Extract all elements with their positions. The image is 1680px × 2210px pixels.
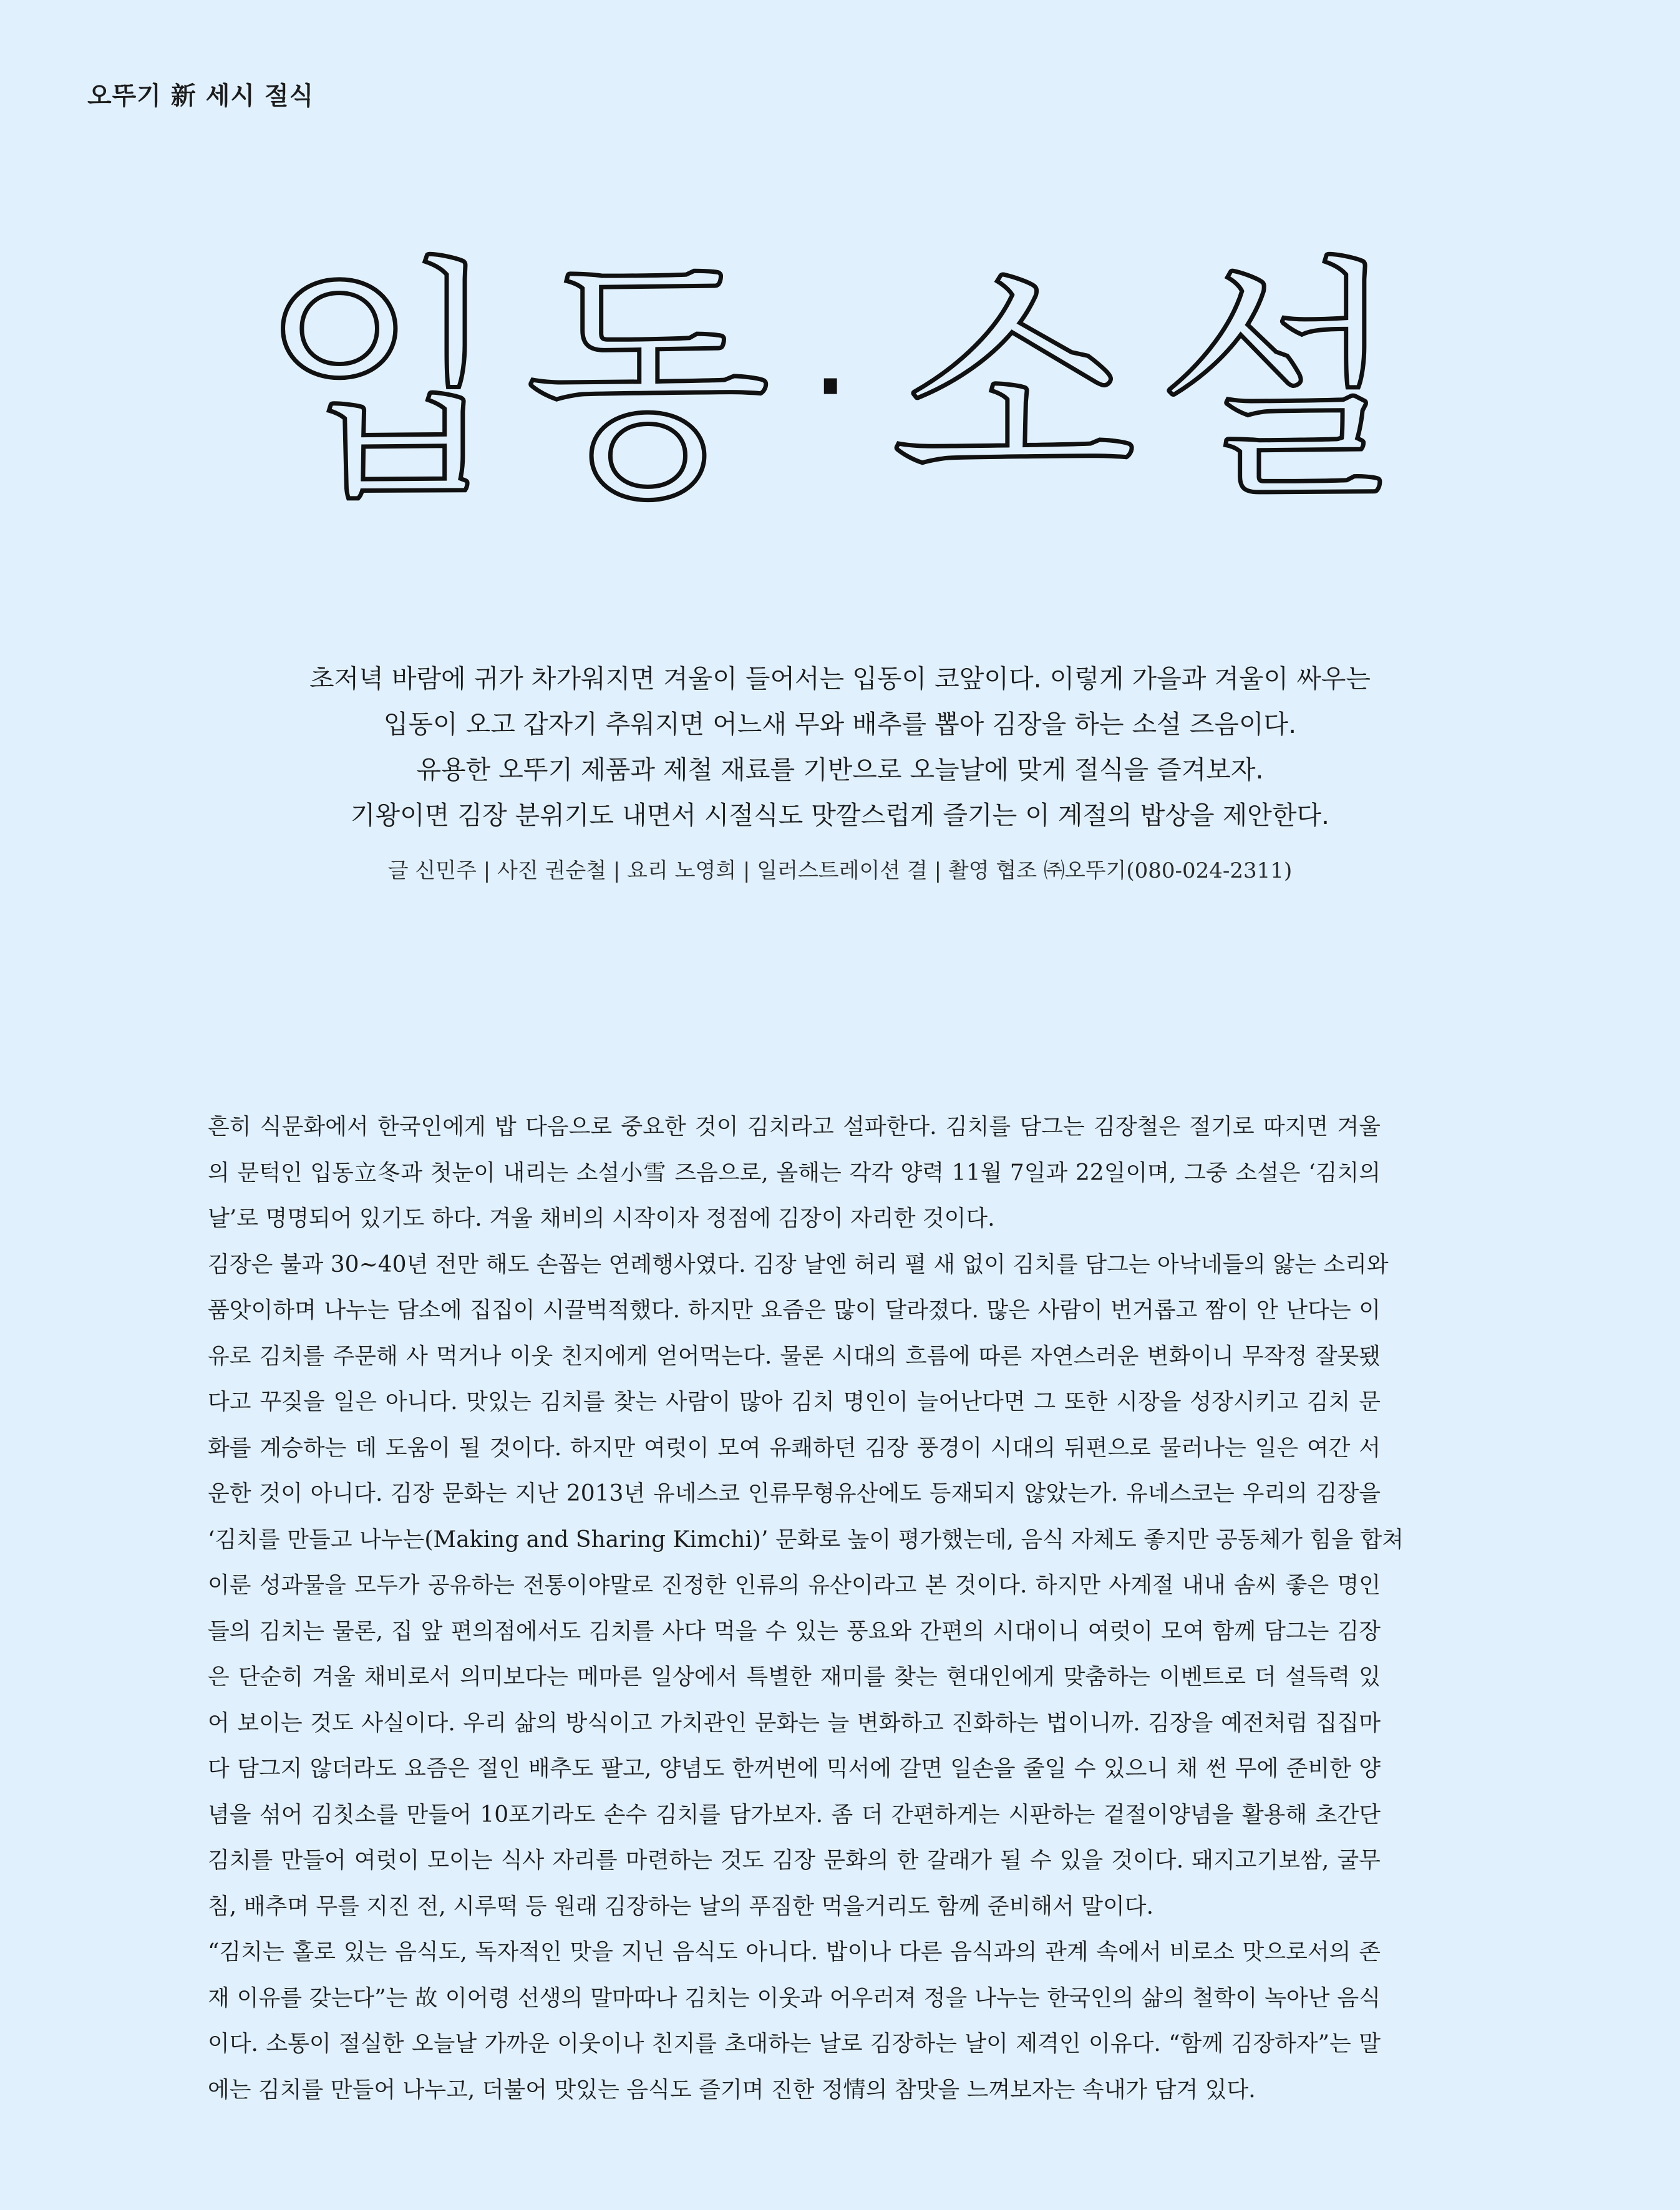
headline-ipdong: 입동: [258, 235, 790, 533]
credits: 글 신민주 | 사진 권순철 | 요리 노영희 | 일러스트레이션 결 | 촬영 협조 ㈜오뚜기(080-024-2311): [387, 858, 1293, 883]
body-line: 들의 김치는 물론, 집 앞 편의점에서도 김치를 사다 먹을 수 있는 풍요와 간편의 시대이니 여럿이 모여 함께 담그는 김장: [208, 1618, 1381, 1644]
body-line: 이룬 성과물을 모두가 공유하는 전통이야말로 진정한 인류의 유산이라고 본 것이다. 하지만 사계절 내내 솜씨 좋은 명인: [208, 1573, 1381, 1598]
article-body: [208, 1104, 1404, 2113]
lead-line: 기왕이면 김장 분위기도 내면서 시절식도 맛깔스럽게 즐기는 이 계절의 밥상을 제안한다.: [350, 800, 1330, 830]
body-line: 다고 꾸짖을 일은 아니다. 맛있는 김치를 찾는 사람이 많아 김치 명인이 늘어난다면 그 또한 시장을 성장시키고 김치 문: [208, 1389, 1381, 1415]
body-line: 유로 김치를 주문해 사 먹거나 이웃 친지에게 얻어먹는다. 물론 시대의 흐름에 따른 자연스러운 변화이니 무작정 잘못됐: [208, 1343, 1381, 1369]
body-line: 이다. 소통이 절실한 오늘날 가까운 이웃이나 친지를 초대하는 날로 김장하는 날이 제격인 이유다. “함께 김장하자”는 말: [208, 2031, 1381, 2057]
body-line: 운한 것이 아니다. 김장 문화는 지난 2013년 유네스코 인류무형유산에도 등재되지 않았는가. 유네스코는 우리의 김장을: [208, 1481, 1381, 1506]
body-line: 침, 배추며 무를 지진 전, 시루떡 등 원래 김장하는 날의 푸짐한 먹을거리도 함께 준비해서 말이다.: [208, 1893, 1154, 1919]
body-line: 품앗이하며 나누는 담소에 집집이 시끌벅적했다. 하지만 요즘은 많이 달라졌다. 많은 사람이 번거롭고 짬이 안 난다는 이: [208, 1297, 1381, 1323]
lead-line: 초저녁 바람에 귀가 차가워지면 겨울이 들어서는 입동이 코앞이다. 이렇게 가을과 겨울이 싸우는: [309, 664, 1371, 694]
body-line: 재 이유를 갖는다”는 故 이어령 선생의 말마따나 김치는 이웃과 어우러져 정을 나누는 한국인의 삶의 철학이 녹아난 음식: [208, 1985, 1381, 2011]
body-line: 에는 김치를 만들어 나누고, 더불어 맛있는 음식도 즐기며 진한 정情의 참맛을 느껴보자는 속내가 담겨 있다.: [208, 2077, 1256, 2103]
body-line: 흔히 식문화에서 한국인에게 밥 다음으로 중요한 것이 김치라고 설파한다. 김치를 담그는 김장철은 절기로 따지면 겨울: [208, 1114, 1381, 1140]
body-line: 의 문턱인 입동立冬과 첫눈이 내리는 소설小雪 즈음으로, 올해는 각각 양력 11월 7일과 22일이며, 그중 소설은 ‘김치의: [208, 1160, 1381, 1186]
lead-paragraph: [0, 656, 1680, 838]
lead-line: 유용한 오뚜기 제품과 제철 재료를 기반으로 오늘날에 맞게 절식을 즐겨보자.: [416, 755, 1264, 785]
body-line: 김장은 불과 30~40년 전만 해도 손꼽는 연례행사였다. 김장 날엔 허리 펼 새 없이 김치를 담그는 아낙네들의 앓는 소리와: [208, 1251, 1389, 1277]
section-label: 오뚜기 新 세시 절식: [87, 82, 314, 110]
lead-line: 입동이 오고 갑자기 추워지면 어느새 무와 배추를 뽑아 김장을 하는 소설 즈음이다.: [383, 709, 1297, 739]
body-line: 은 단순히 겨울 채비로서 의미보다는 메마른 일상에서 특별한 재미를 찾는 현대인에게 맞춤하는 이벤트로 더 설득력 있: [208, 1664, 1381, 1690]
headline: [0, 235, 1680, 533]
body-line: 날’로 명명되어 있기도 하다. 겨울 채비의 시작이자 정점에 김장이 자리한 것이다.: [208, 1206, 995, 1231]
body-line: 김치를 만들어 여럿이 모이는 식사 자리를 마련하는 것도 김장 문화의 한 갈래가 될 수 있을 것이다. 돼지고기보쌈, 굴무: [208, 1848, 1381, 1873]
headline-soseol: 소설: [890, 235, 1422, 533]
body-line: 어 보이는 것도 사실이다. 우리 삶의 방식이고 가치관인 문화는 늘 변화하고 진화하는 법이니까. 김장을 예전처럼 집집마: [208, 1710, 1381, 1736]
body-line: 화를 계승하는 데 도움이 될 것이다. 하지만 여럿이 모여 유쾌하던 김장 풍경이 시대의 뒤편으로 물러나는 일은 여간 서: [208, 1435, 1381, 1461]
body-line: ‘김치를 만들고 나누는(Making and Sharing Kimchi)’ 문화로 높이 평가했는데, 음식 자체도 좋지만 공동체가 힘을 합쳐: [208, 1526, 1404, 1553]
body-line: 념을 섞어 김칫소를 만들어 10포기라도 손수 김치를 담가보자. 좀 더 간편하게는 시판하는 겉절이양념을 활용해 초간단: [208, 1801, 1381, 1828]
body-line: 다 담그지 않더라도 요즘은 절인 배추도 팔고, 양념도 한꺼번에 믹서에 갈면 일손을 줄일 수 있으니 채 썬 무에 준비한 양: [208, 1756, 1381, 1781]
body-line: “김치는 홀로 있는 음식도, 독자적인 맛을 지닌 음식도 아니다. 밥이나 다른 음식과의 관계 속에서 비로소 맛으로서의 존: [208, 1939, 1381, 1965]
headline-separator: ·: [790, 235, 890, 533]
